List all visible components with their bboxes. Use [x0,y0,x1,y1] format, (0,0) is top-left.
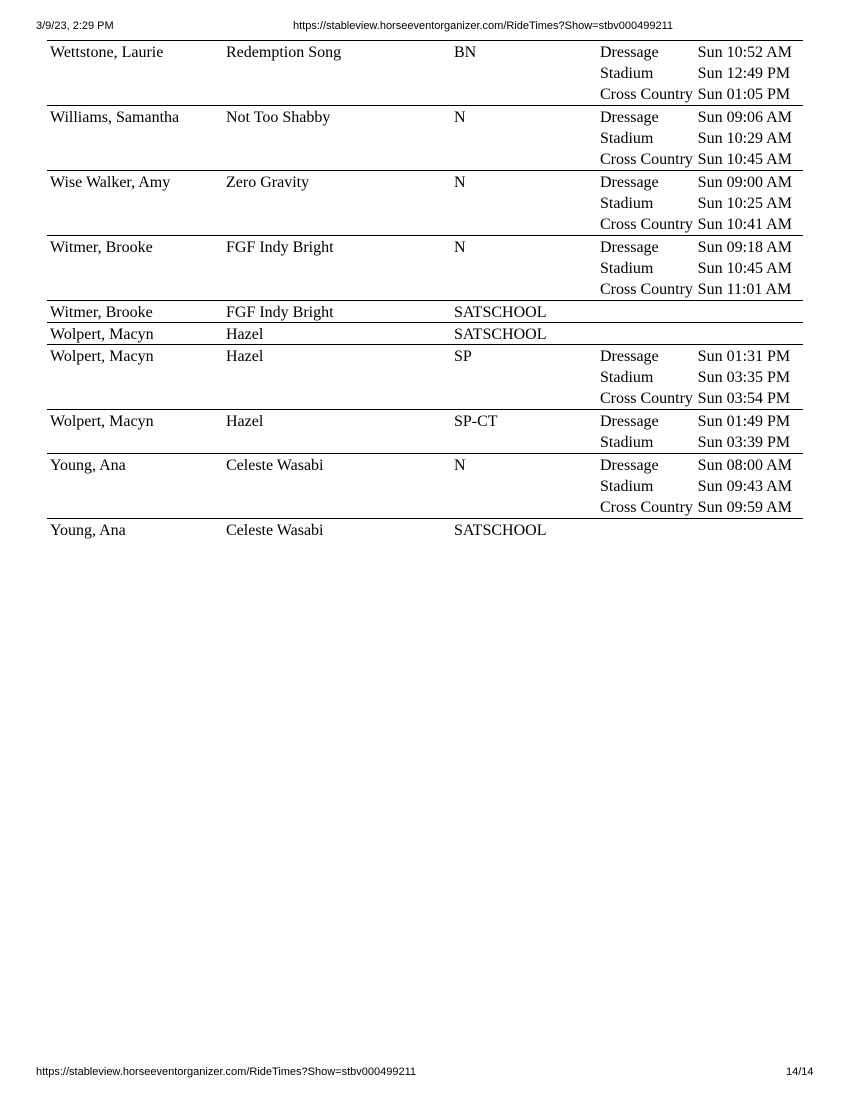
ride-time: Sun 10:29 AM [697,130,792,147]
horse-name: Zero Gravity [226,174,310,191]
phase-name: Dressage [600,239,659,256]
horse-name: Redemption Song [226,44,342,61]
phase-item [600,63,803,84]
ride-time: Sun 01:31 PM [697,348,791,365]
division: SATSCHOOL [454,326,547,343]
ride-time: Sun 03:39 PM [697,434,791,451]
ride-time: Sun 09:00 AM [697,174,792,191]
print-footer-url: https://stableview.horseeventorganizer.com/RideTimes?Show=stbv000499211 [36,1066,417,1078]
phase-item [600,455,803,476]
horse-name: Not Too Shabby [226,109,331,126]
phase-name: Cross Country [600,216,693,233]
phase-item [600,476,803,497]
phase-item [600,497,803,518]
print-date: 3/9/23, 2:29 PM [36,20,114,32]
ride-time: Sun 03:54 PM [697,390,791,407]
phase-item [600,193,803,214]
horse-name: Hazel [226,326,264,343]
ride-time: Sun 09:43 AM [697,478,792,495]
phase-item [600,346,803,367]
rider-name: Wise Walker, Amy [50,174,171,191]
phase-name: Dressage [600,348,659,365]
rider-name: Wolpert, Macyn [50,413,154,430]
table-row [47,322,803,344]
ride-time: Sun 01:49 PM [697,413,791,430]
phase-list [600,236,803,300]
phase-name: Stadium [600,434,654,451]
phase-name: Cross Country [600,86,693,103]
phase-name: Dressage [600,174,659,191]
phase-list [600,323,803,324]
phase-item [600,172,803,193]
ride-time: Sun 12:49 PM [697,65,791,82]
phase-name: Dressage [600,457,659,474]
phase-name: Stadium [600,478,654,495]
ride-time: Sun 09:59 AM [697,499,792,516]
horse-name: Hazel [226,413,264,430]
rider-name: Young, Ana [50,522,126,539]
rider-name: Wolpert, Macyn [50,326,154,343]
phase-item [600,107,803,128]
phase-name: Stadium [600,195,654,212]
table-row [47,344,803,409]
horse-name: FGF Indy Bright [226,239,334,256]
phase-name: Cross Country [600,281,693,298]
ride-time: Sun 10:45 AM [697,260,792,277]
ride-time: Sun 10:25 AM [697,195,792,212]
ride-time: Sun 03:35 PM [697,369,791,386]
table-row [47,453,803,519]
phase-list [600,171,803,235]
phase-item [600,279,803,300]
rider-name: Young, Ana [50,457,126,474]
phase-name: Cross Country [600,151,693,168]
rider-name: Wettstone, Laurie [50,44,164,61]
rider-name: Witmer, Brooke [50,239,153,256]
division: N [454,174,466,191]
ride-time: Sun 09:18 AM [697,239,792,256]
phase-item [600,388,803,409]
horse-name: FGF Indy Bright [226,304,334,321]
table-row [47,170,803,235]
ride-time: Sun 10:41 AM [697,216,792,233]
ride-time: Sun 11:01 AM [697,281,792,298]
ride-times-table [47,40,803,540]
phase-name: Cross Country [600,390,693,407]
ride-time: Sun 08:00 AM [697,457,792,474]
phase-name: Stadium [600,130,654,147]
table-row [47,40,803,105]
horse-name: Hazel [226,348,264,365]
phase-item [600,214,803,235]
phase-name: Dressage [600,44,659,61]
print-header-url: https://stableview.horseeventorganizer.com/RideTimes?Show=stbv000499211 [293,20,674,32]
table-row [47,105,803,170]
ride-time: Sun 10:45 AM [697,151,792,168]
table-row [47,300,803,322]
phase-item [600,149,803,170]
rider-name: Witmer, Brooke [50,304,153,321]
ride-time: Sun 01:05 PM [697,86,791,103]
phase-name: Cross Country [600,499,693,516]
phase-item [600,42,803,63]
phase-list [600,410,803,453]
phase-item [600,258,803,279]
division: N [454,239,466,256]
division: N [454,109,466,126]
table-row [47,409,803,453]
table-row [47,235,803,300]
horse-name: Celeste Wasabi [226,457,324,474]
phase-list [600,454,803,518]
phase-list [600,301,803,302]
phase-list [600,345,803,409]
phase-name: Dressage [600,109,659,126]
division: N [454,457,466,474]
phase-item [600,367,803,388]
phase-name: Stadium [600,369,654,386]
division: SP [454,348,472,365]
phase-list [600,106,803,170]
ride-time: Sun 09:06 AM [697,109,792,126]
phase-item [600,84,803,105]
phase-list [600,519,803,520]
phase-item [600,128,803,149]
phase-name: Dressage [600,413,659,430]
rider-name: Wolpert, Macyn [50,348,154,365]
table-row [47,519,803,540]
division: SATSCHOOL [454,304,547,321]
phase-item [600,432,803,453]
division: SP-CT [454,413,498,430]
phase-item [600,411,803,432]
phase-name: Stadium [600,65,654,82]
page-number: 14/14 [786,1066,814,1078]
division: BN [454,44,477,61]
division: SATSCHOOL [454,522,547,539]
rider-name: Williams, Samantha [50,109,180,126]
ride-time: Sun 10:52 AM [697,44,792,61]
horse-name: Celeste Wasabi [226,522,324,539]
phase-name: Stadium [600,260,654,277]
phase-list [600,41,803,105]
phase-item [600,237,803,258]
